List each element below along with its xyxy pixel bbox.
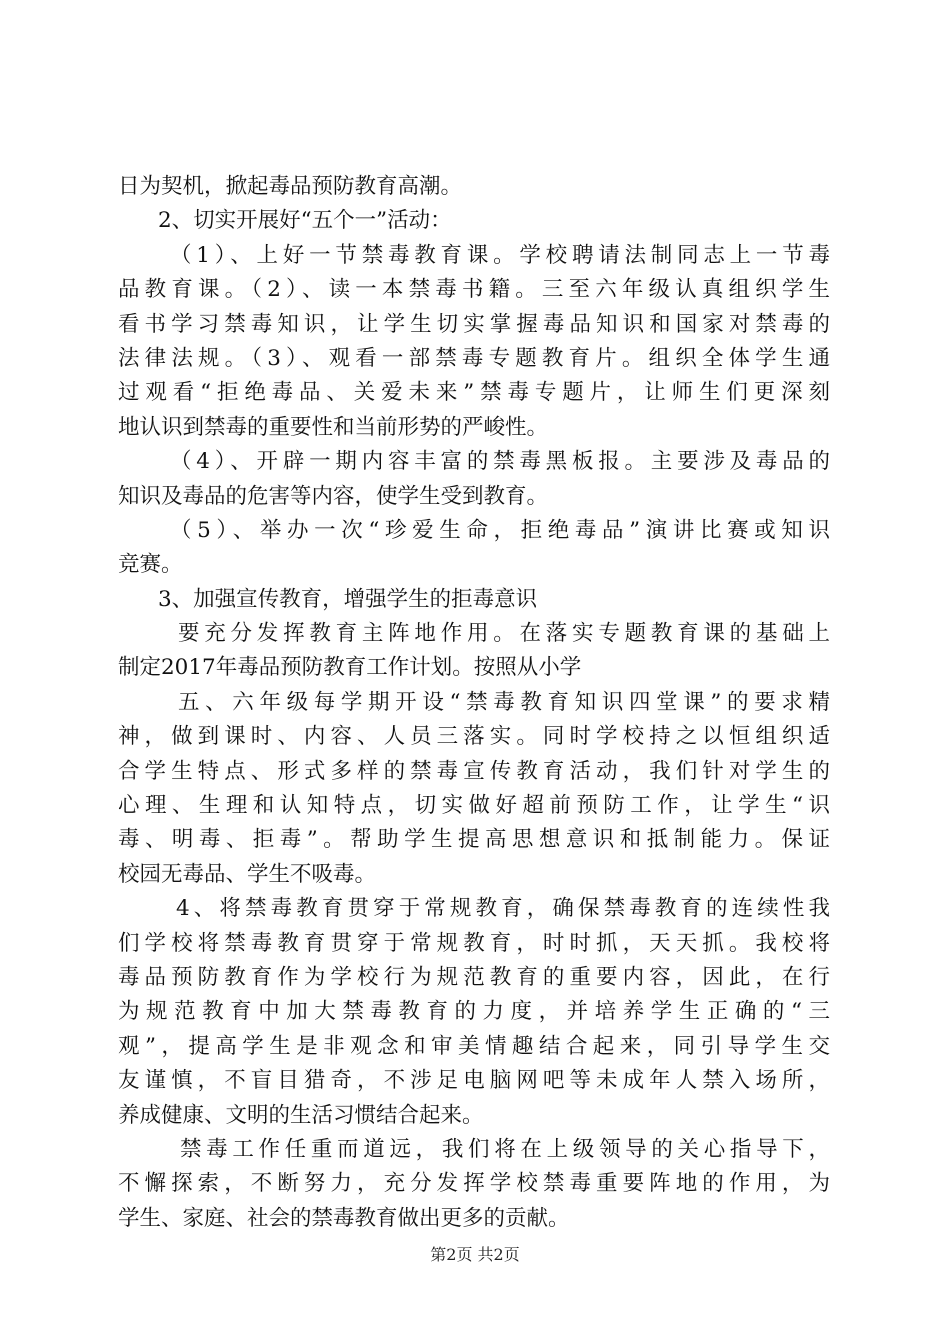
page-footer: 第2页 共2页 bbox=[430, 1245, 520, 1264]
text-line: 校园无毒品、学生不吸毒。 bbox=[118, 861, 377, 887]
text-line: 看书学习禁毒知识，让学生切实掌握毒品知识和国家对禁毒的 bbox=[118, 311, 830, 337]
text-line: 神，做到课时、内容、人员三落实。同时学校持之以恒组织适 bbox=[118, 724, 830, 750]
text-line: 养成健康、文明的生活习惯结合起来。 bbox=[118, 1102, 484, 1128]
text-line: 们学校将禁毒教育贯穿于常规教育，时时抓，天天抓。我校将 bbox=[118, 930, 830, 956]
text-line: 过观看“拒绝毒品、关爱未来”禁毒专题片，让师生们更深刻 bbox=[118, 380, 830, 406]
text-line: 竞赛。 bbox=[118, 552, 183, 578]
text-line: 学生、家庭、社会的禁毒教育做出更多的贡献。 bbox=[118, 1205, 570, 1231]
text-line: 法律法规。（3）、观看一部禁毒专题教育片。组织全体学生通 bbox=[118, 345, 830, 371]
text-line: 毒、明毒、拒毒”。帮助学生提高思想意识和抵制能力。保证 bbox=[118, 827, 830, 853]
text-line: 2、切实开展好“五个一”活动： bbox=[158, 208, 452, 234]
text-line: （1）、上好一节禁毒教育课。学校聘请法制同志上一节毒 bbox=[170, 242, 830, 268]
text-line: 五、六年级每学期开设“禁毒教育知识四堂课”的要求精 bbox=[178, 689, 830, 715]
text-line: 4、将禁毒教育贯穿于常规教育，确保禁毒教育的连续性我 bbox=[176, 896, 830, 922]
text-line: 为规范教育中加大禁毒教育的力度，并培养学生正确的“三 bbox=[118, 999, 830, 1025]
text-line: 禁毒工作任重而道远，我们将在上级领导的关心指导下， bbox=[180, 1136, 830, 1162]
text-line: （4）、开辟一期内容丰富的禁毒黑板报。主要涉及毒品的 bbox=[170, 449, 830, 475]
text-line: 要充分发挥教育主阵地作用。在落实专题教育课的基础上 bbox=[178, 621, 830, 647]
text-line: 地认识到禁毒的重要性和当前形势的严峻性。 bbox=[118, 414, 549, 440]
text-line: 合学生特点、形式多样的禁毒宣传教育活动，我们针对学生的 bbox=[118, 758, 830, 784]
text-line: 心理、生理和认知特点，切实做好超前预防工作，让学生“识 bbox=[118, 793, 830, 819]
text-line: 友谨慎，不盲目猎奇，不涉足电脑网吧等未成年人禁入场所， bbox=[118, 1068, 830, 1094]
text-line: 日为契机，掀起毒品预防教育高潮。 bbox=[118, 174, 463, 199]
text-line: 观”，提高学生是非观念和审美情趣结合起来，同引导学生交 bbox=[118, 1033, 830, 1059]
text-line: 3、加强宣传教育，增强学生的拒毒意识 bbox=[158, 586, 538, 612]
document-body bbox=[118, 170, 830, 1236]
text-line: 知识及毒品的危害等内容，使学生受到教育。 bbox=[118, 483, 549, 509]
text-line: 毒品预防教育作为学校行为规范教育的重要内容，因此，在行 bbox=[118, 964, 830, 990]
text-line: 制定2017年毒品预防教育工作计划。按照从小学 bbox=[118, 655, 582, 681]
text-line: 品教育课。（2）、读一本禁毒书籍。三至六年级认真组织学生 bbox=[118, 277, 830, 303]
text-line: （5）、举办一次“珍爱生命，拒绝毒品”演讲比赛或知识 bbox=[170, 517, 830, 543]
text-line: 不懈探索，不断努力，充分发挥学校禁毒重要阵地的作用，为 bbox=[118, 1171, 830, 1197]
